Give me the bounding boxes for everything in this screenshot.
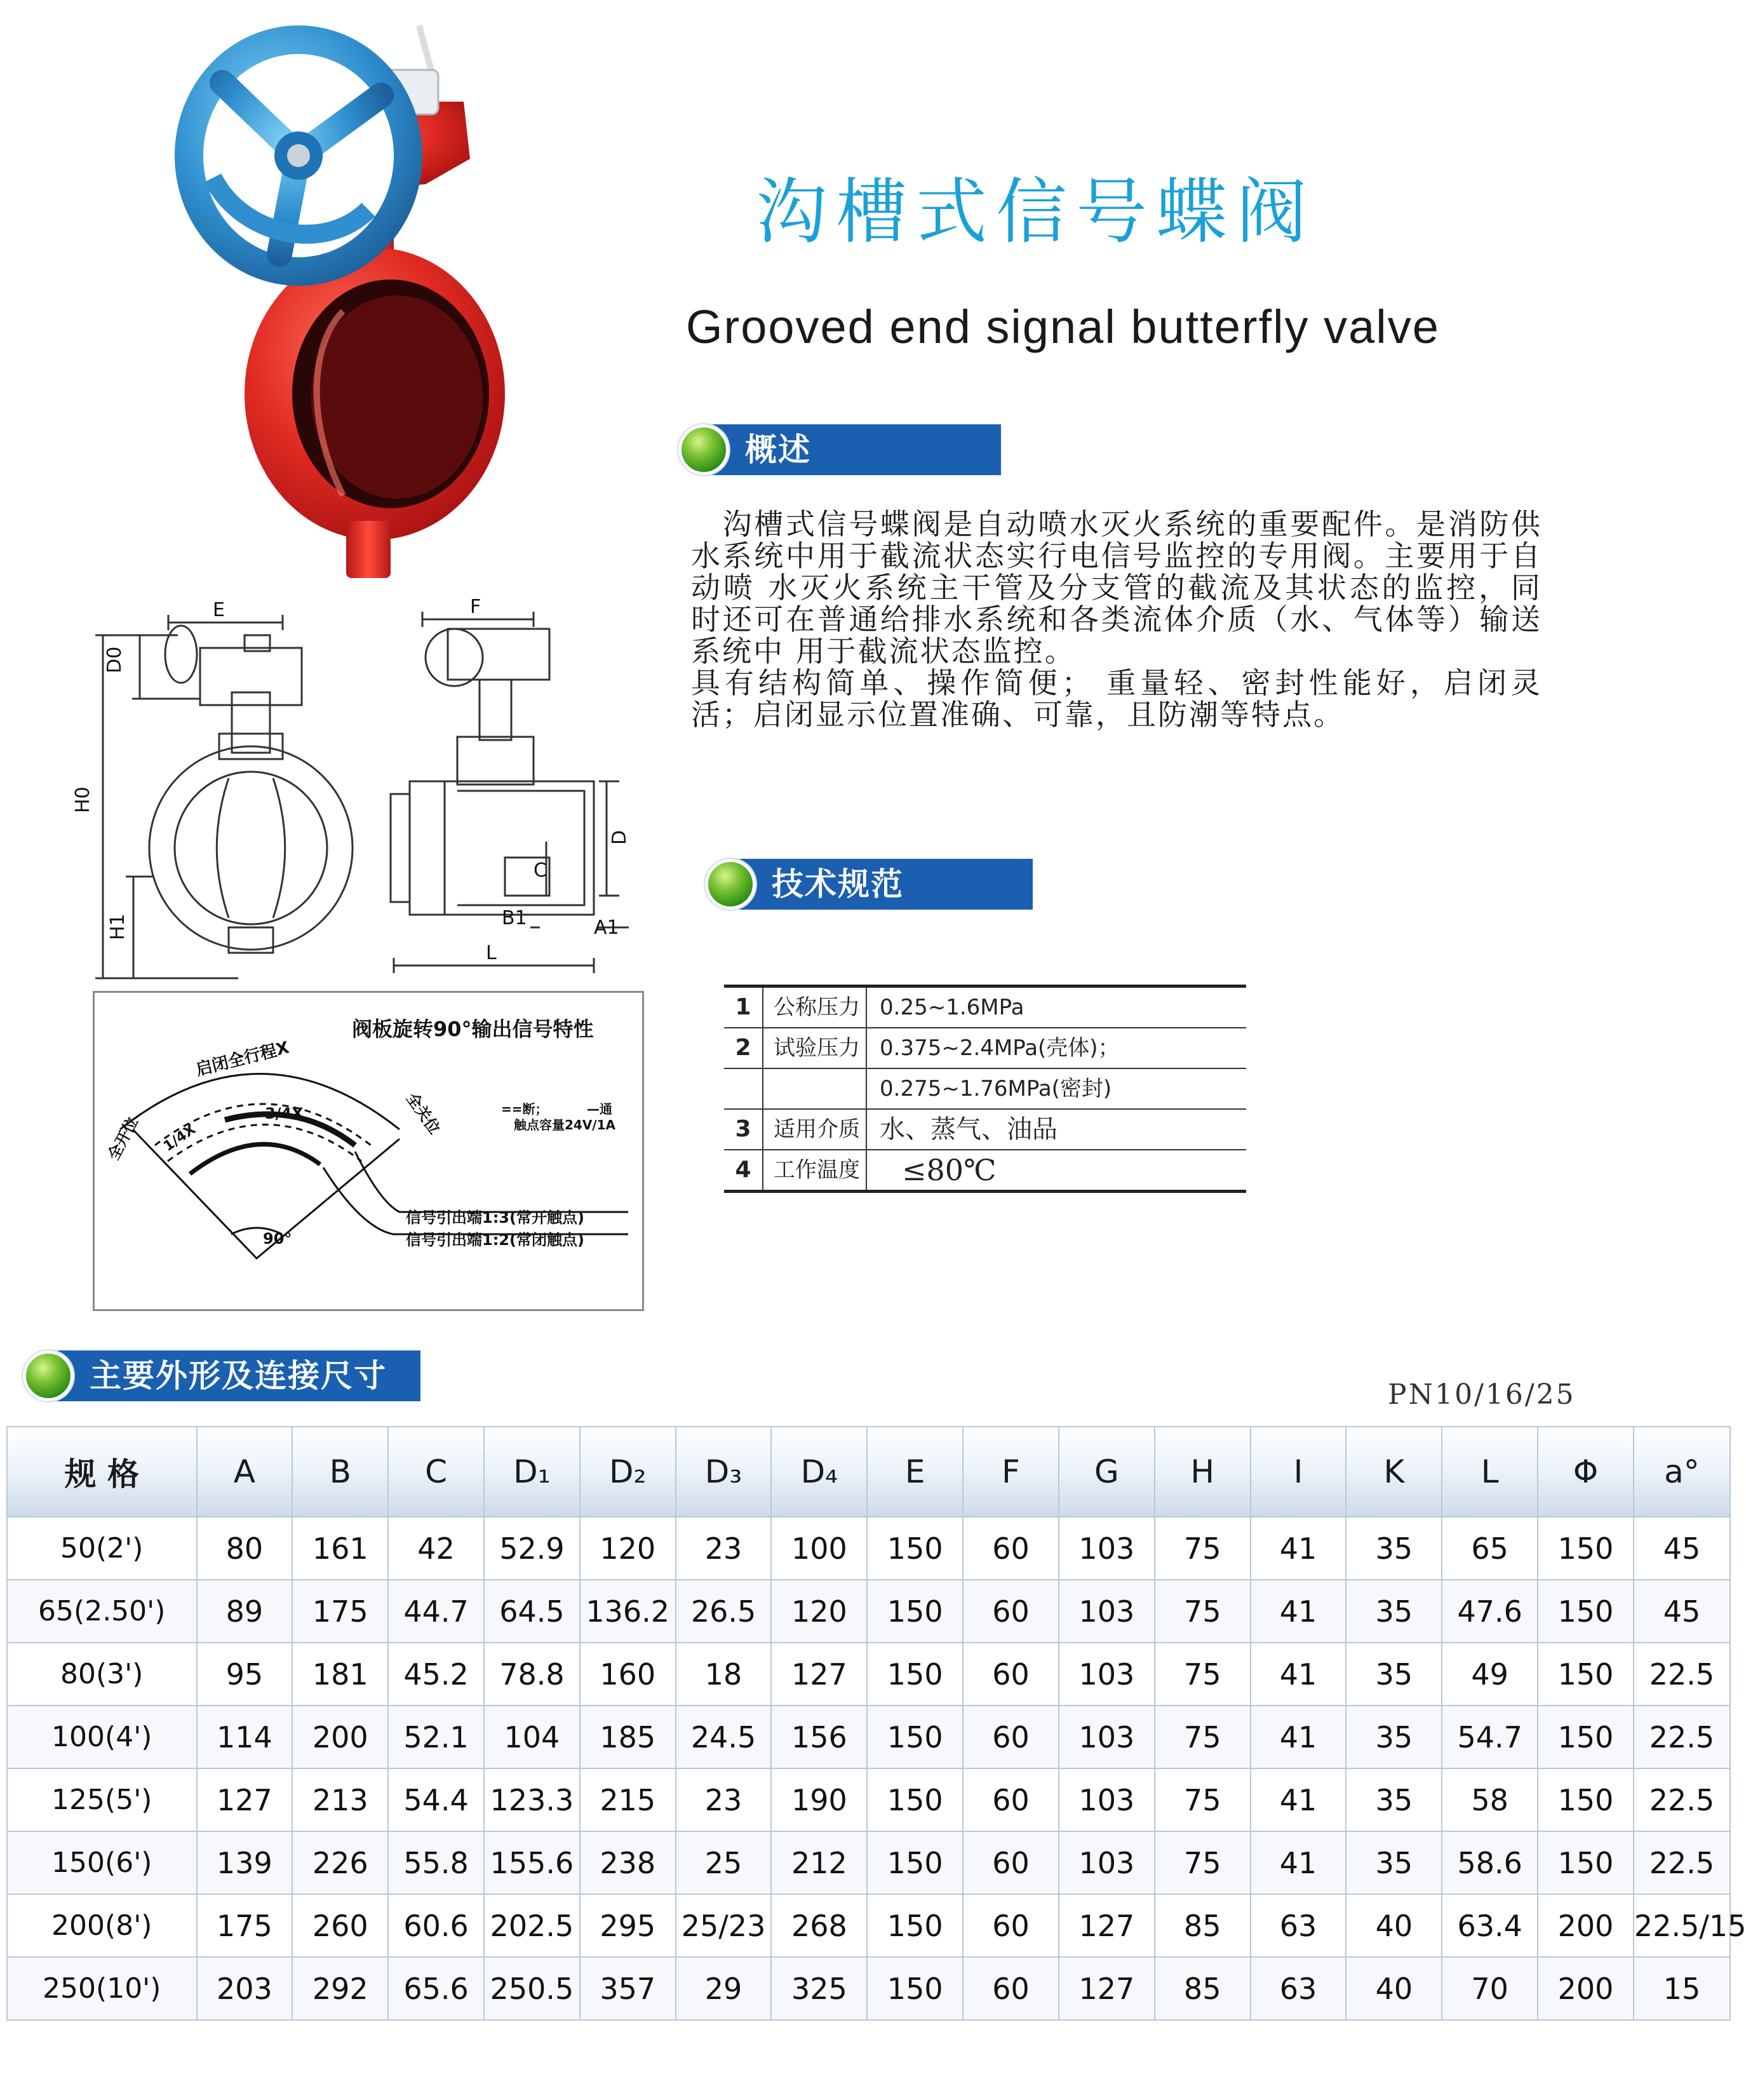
table-cell: 150 bbox=[1538, 1706, 1634, 1768]
table-cell: 41 bbox=[1251, 1643, 1346, 1706]
table-cell: 123.3 bbox=[484, 1768, 580, 1831]
table-cell: 150 bbox=[1538, 1768, 1634, 1831]
section-header-overview bbox=[678, 424, 1001, 475]
table-cell: 41 bbox=[1251, 1517, 1346, 1580]
drawing-label-h0: H0 bbox=[72, 786, 94, 813]
table-cell: 18 bbox=[676, 1643, 772, 1706]
table-cell: 150 bbox=[867, 1706, 963, 1768]
drawing-label-d0: D0 bbox=[104, 646, 126, 673]
spec-row bbox=[724, 1150, 1246, 1190]
table-header-row bbox=[7, 1427, 1730, 1517]
column-header: B bbox=[292, 1427, 388, 1517]
table-cell: 60 bbox=[963, 1894, 1059, 1957]
table-cell: 200(8') bbox=[7, 1894, 197, 1957]
table-cell: 238 bbox=[580, 1831, 676, 1894]
table-cell: 63 bbox=[1251, 1957, 1346, 2020]
spec-num: 3 bbox=[724, 1110, 763, 1149]
table-cell: 58.6 bbox=[1442, 1831, 1538, 1894]
table-cell: 226 bbox=[292, 1831, 388, 1894]
table-row bbox=[7, 1517, 1730, 1580]
table-cell: 160 bbox=[580, 1643, 676, 1706]
table-cell: 85 bbox=[1155, 1894, 1251, 1957]
spec-name: 公称压力 bbox=[762, 988, 867, 1027]
column-header: L bbox=[1442, 1427, 1538, 1517]
spec-num bbox=[724, 1069, 763, 1108]
table-cell: 100 bbox=[771, 1517, 867, 1580]
table-row bbox=[7, 1768, 1730, 1831]
spec-value: ≤80℃ bbox=[902, 1153, 997, 1187]
spec-name bbox=[762, 1069, 867, 1108]
table-cell: 75 bbox=[1155, 1517, 1251, 1580]
table-cell: 100(4') bbox=[7, 1706, 197, 1768]
engineering-drawing bbox=[64, 597, 654, 991]
table-cell: 75 bbox=[1155, 1706, 1251, 1768]
table-cell: 23 bbox=[676, 1517, 772, 1580]
spec-row bbox=[724, 1110, 1246, 1150]
table-cell: 103 bbox=[1059, 1706, 1155, 1768]
table-cell: 70 bbox=[1442, 1957, 1538, 2020]
table-cell: 60 bbox=[963, 1706, 1059, 1768]
table-cell: 104 bbox=[484, 1706, 580, 1768]
drawing-label-d: D bbox=[608, 830, 631, 845]
signal-legend-off: ==断； bbox=[501, 1101, 548, 1117]
table-cell: 23 bbox=[676, 1768, 772, 1831]
table-cell: 25/23 bbox=[676, 1894, 772, 1957]
table-cell: 64.5 bbox=[484, 1580, 580, 1643]
spec-value: 0.275~1.76MPa(密封) bbox=[880, 1076, 1112, 1101]
column-header: F bbox=[963, 1427, 1059, 1517]
table-cell: 22.5 bbox=[1634, 1643, 1730, 1706]
table-cell: 200 bbox=[1538, 1957, 1634, 2020]
table-cell: 268 bbox=[771, 1894, 867, 1957]
spec-value: 0.25~1.6MPa bbox=[880, 995, 1024, 1020]
table-cell: 80(3') bbox=[7, 1643, 197, 1706]
table-cell: 250.5 bbox=[484, 1957, 580, 2020]
table-cell: 212 bbox=[771, 1831, 867, 1894]
pressure-rating: PN10/16/25 bbox=[1388, 1378, 1576, 1411]
table-cell: 114 bbox=[197, 1706, 293, 1768]
column-header: C bbox=[388, 1427, 484, 1517]
table-cell: 200 bbox=[1538, 1894, 1634, 1957]
table-cell: 150 bbox=[867, 1768, 963, 1831]
table-cell: 35 bbox=[1346, 1706, 1442, 1768]
spec-row bbox=[724, 1069, 1246, 1110]
table-cell: 150 bbox=[1538, 1643, 1634, 1706]
signal-contact-capacity: 触点容量24V/1A bbox=[514, 1117, 616, 1133]
table-cell: 150 bbox=[1538, 1517, 1634, 1580]
section-header-tech bbox=[705, 859, 1033, 910]
column-header: A bbox=[197, 1427, 293, 1517]
table-cell: 95 bbox=[197, 1643, 293, 1706]
table-cell: 150(6') bbox=[7, 1831, 197, 1894]
drawing-label-a1: A1 bbox=[594, 917, 619, 939]
drawing-label-e: E bbox=[213, 599, 225, 621]
table-cell: 260 bbox=[292, 1894, 388, 1957]
table-cell: 54.7 bbox=[1442, 1706, 1538, 1768]
signal-travel-label: 启闭全行程X bbox=[194, 1038, 292, 1080]
table-cell: 35 bbox=[1346, 1831, 1442, 1894]
table-cell: 41 bbox=[1251, 1706, 1346, 1768]
column-header: a° bbox=[1634, 1427, 1730, 1517]
table-cell: 185 bbox=[580, 1706, 676, 1768]
table-cell: 41 bbox=[1251, 1768, 1346, 1831]
signal-terminal-no: 信号引出端1:3(常开触点) bbox=[406, 1209, 584, 1227]
signal-quarter: 1/4X bbox=[161, 1121, 199, 1155]
column-header: G bbox=[1059, 1427, 1155, 1517]
section-header-dimensions bbox=[23, 1350, 420, 1401]
spec-name: 工作温度 bbox=[762, 1150, 867, 1190]
table-cell: 24.5 bbox=[676, 1706, 772, 1768]
spec-num: 4 bbox=[724, 1150, 763, 1190]
table-cell: 22.5 bbox=[1634, 1706, 1730, 1768]
column-header: K bbox=[1346, 1427, 1442, 1517]
table-cell: 203 bbox=[197, 1957, 293, 2020]
table-row bbox=[7, 1894, 1730, 1957]
table-cell: 155.6 bbox=[484, 1831, 580, 1894]
section-title-dimensions: 主要外形及连接尺寸 bbox=[90, 1357, 387, 1394]
table-cell: 58 bbox=[1442, 1768, 1538, 1831]
table-cell: 54.4 bbox=[388, 1768, 484, 1831]
table-cell: 63 bbox=[1251, 1894, 1346, 1957]
table-cell: 60 bbox=[963, 1831, 1059, 1894]
signal-three-quarter: 3/4X bbox=[265, 1105, 304, 1122]
column-header: E bbox=[867, 1427, 963, 1517]
table-cell: 35 bbox=[1346, 1580, 1442, 1643]
table-cell: 213 bbox=[292, 1768, 388, 1831]
table-cell: 127 bbox=[197, 1768, 293, 1831]
table-cell: 357 bbox=[580, 1957, 676, 2020]
table-cell: 125(5') bbox=[7, 1768, 197, 1831]
green-ball-icon bbox=[678, 424, 729, 475]
table-cell: 60 bbox=[963, 1517, 1059, 1580]
table-cell: 120 bbox=[771, 1580, 867, 1643]
table-cell: 40 bbox=[1346, 1957, 1442, 2020]
table-cell: 35 bbox=[1346, 1768, 1442, 1831]
table-cell: 202.5 bbox=[484, 1894, 580, 1957]
table-cell: 150 bbox=[867, 1517, 963, 1580]
table-cell: 175 bbox=[197, 1894, 293, 1957]
valve-photo bbox=[152, 13, 495, 584]
column-header: D₁ bbox=[484, 1427, 580, 1517]
table-row bbox=[7, 1831, 1730, 1894]
column-header: D₂ bbox=[580, 1427, 676, 1517]
table-cell: 85 bbox=[1155, 1957, 1251, 2020]
table-cell: 60 bbox=[963, 1580, 1059, 1643]
table-cell: 65.6 bbox=[388, 1957, 484, 2020]
table-cell: 52.9 bbox=[484, 1517, 580, 1580]
table-row bbox=[7, 1580, 1730, 1643]
column-header: I bbox=[1251, 1427, 1346, 1517]
table-cell: 103 bbox=[1059, 1831, 1155, 1894]
drawing-label-c: C bbox=[534, 859, 547, 882]
spec-num: 1 bbox=[724, 988, 763, 1027]
drawing-label-l: L bbox=[486, 942, 497, 964]
table-cell: 35 bbox=[1346, 1517, 1442, 1580]
table-cell: 181 bbox=[292, 1643, 388, 1706]
signal-angle: 90° bbox=[263, 1230, 292, 1248]
table-cell: 78.8 bbox=[484, 1643, 580, 1706]
table-cell: 103 bbox=[1059, 1517, 1155, 1580]
description-paragraph-1: 沟槽式信号蝶阀是自动喷水灭火系统的重要配件。是消防供水系统中用于截流状态实行电信号监控的专用阀。主要用于自动喷 水灭火系统主干管及分支管的截流及其状态的监控，同时还可在普通给排水系统和各类流体介质（水、气体等）输送系统中 用于截流状态监控。 bbox=[691, 507, 1542, 668]
table-cell: 75 bbox=[1155, 1831, 1251, 1894]
page-title-en: Grooved end signal butterfly valve bbox=[686, 300, 1440, 353]
spec-value: 0.375~2.4MPa(壳体)； bbox=[880, 1035, 1120, 1061]
table-cell: 120 bbox=[580, 1517, 676, 1580]
table-cell: 42 bbox=[388, 1517, 484, 1580]
table-cell: 150 bbox=[1538, 1580, 1634, 1643]
table-row bbox=[7, 1706, 1730, 1768]
table-cell: 63.4 bbox=[1442, 1894, 1538, 1957]
table-cell: 103 bbox=[1059, 1643, 1155, 1706]
table-cell: 75 bbox=[1155, 1580, 1251, 1643]
drawing-label-h1: H1 bbox=[107, 913, 129, 940]
column-header: D₃ bbox=[676, 1427, 772, 1517]
table-cell: 127 bbox=[1059, 1894, 1155, 1957]
table-cell: 139 bbox=[197, 1831, 293, 1894]
drawing-label-f: F bbox=[470, 596, 481, 618]
table-cell: 40 bbox=[1346, 1894, 1442, 1957]
table-cell: 49 bbox=[1442, 1643, 1538, 1706]
table-cell: 295 bbox=[580, 1894, 676, 1957]
section-title-tech: 技术规范 bbox=[772, 866, 904, 903]
table-cell: 55.8 bbox=[388, 1831, 484, 1894]
table-cell: 29 bbox=[676, 1957, 772, 2020]
description-paragraph-2: 具有结构简单、操作简便； 重量轻、密封性能好，启闭灵活；启闭显示位置准确、可靠，且防潮等特点。 bbox=[691, 666, 1542, 732]
table-cell: 44.7 bbox=[388, 1580, 484, 1643]
column-header: D₄ bbox=[771, 1427, 867, 1517]
table-cell: 75 bbox=[1155, 1643, 1251, 1706]
column-header: 规 格 bbox=[7, 1427, 197, 1517]
spec-row bbox=[724, 1028, 1246, 1069]
table-row bbox=[7, 1643, 1730, 1706]
table-cell: 80 bbox=[197, 1517, 293, 1580]
page-title-cn: 沟槽式信号蝶阀 bbox=[756, 171, 1316, 253]
table-cell: 26.5 bbox=[676, 1580, 772, 1643]
table-cell: 156 bbox=[771, 1706, 867, 1768]
signal-diagram bbox=[93, 991, 644, 1311]
table-cell: 65(2.50') bbox=[7, 1580, 197, 1643]
table-cell: 60 bbox=[963, 1957, 1059, 2020]
table-cell: 45 bbox=[1634, 1517, 1730, 1580]
table-cell: 89 bbox=[197, 1580, 293, 1643]
table-cell: 103 bbox=[1059, 1768, 1155, 1831]
table-cell: 150 bbox=[867, 1831, 963, 1894]
spec-row bbox=[724, 988, 1246, 1028]
spec-table bbox=[724, 985, 1246, 1193]
signal-legend-on: —通 bbox=[587, 1101, 612, 1117]
table-cell: 175 bbox=[292, 1580, 388, 1643]
table-cell: 22.5/15 bbox=[1634, 1894, 1730, 1957]
table-cell: 35 bbox=[1346, 1643, 1442, 1706]
spec-num: 2 bbox=[724, 1028, 763, 1068]
section-title-overview: 概述 bbox=[745, 431, 811, 468]
table-cell: 127 bbox=[1059, 1957, 1155, 2020]
table-cell: 325 bbox=[771, 1957, 867, 2020]
table-cell: 190 bbox=[771, 1768, 867, 1831]
table-cell: 60.6 bbox=[388, 1894, 484, 1957]
description bbox=[691, 508, 1542, 730]
table-cell: 65 bbox=[1442, 1517, 1538, 1580]
spec-value: 水、蒸气、油品 bbox=[880, 1115, 1058, 1144]
table-cell: 41 bbox=[1251, 1831, 1346, 1894]
table-cell: 215 bbox=[580, 1768, 676, 1831]
table-cell: 250(10') bbox=[7, 1957, 197, 2020]
table-cell: 22.5 bbox=[1634, 1831, 1730, 1894]
table-cell: 75 bbox=[1155, 1768, 1251, 1831]
table-cell: 41 bbox=[1251, 1580, 1346, 1643]
signal-full-open: 全开位 bbox=[104, 1114, 142, 1163]
table-cell: 150 bbox=[867, 1580, 963, 1643]
table-cell: 45 bbox=[1634, 1580, 1730, 1643]
table-cell: 200 bbox=[292, 1706, 388, 1768]
table-cell: 161 bbox=[292, 1517, 388, 1580]
table-cell: 15 bbox=[1634, 1957, 1730, 2020]
table-cell: 150 bbox=[867, 1894, 963, 1957]
signal-terminal-nc: 信号引出端1:2(常闭触点) bbox=[406, 1231, 584, 1249]
table-cell: 103 bbox=[1059, 1580, 1155, 1643]
signal-full-close: 全关位 bbox=[403, 1089, 444, 1138]
table-cell: 22.5 bbox=[1634, 1768, 1730, 1831]
column-header: H bbox=[1155, 1427, 1251, 1517]
table-row bbox=[7, 1957, 1730, 2020]
table-cell: 60 bbox=[963, 1768, 1059, 1831]
column-header: Φ bbox=[1538, 1427, 1634, 1517]
table-cell: 292 bbox=[292, 1957, 388, 2020]
table-cell: 150 bbox=[1538, 1831, 1634, 1894]
table-cell: 25 bbox=[676, 1831, 772, 1894]
table-cell: 45.2 bbox=[388, 1643, 484, 1706]
table-cell: 50(2') bbox=[7, 1517, 197, 1580]
green-ball-icon bbox=[705, 859, 756, 910]
signal-title: 阀板旋转90°输出信号特性 bbox=[352, 1017, 594, 1041]
table-cell: 150 bbox=[867, 1957, 963, 2020]
dimensions-table bbox=[6, 1426, 1746, 2021]
table-cell: 127 bbox=[771, 1643, 867, 1706]
table-cell: 47.6 bbox=[1442, 1580, 1538, 1643]
green-ball-icon bbox=[23, 1350, 74, 1401]
table-cell: 60 bbox=[963, 1643, 1059, 1706]
drawing-label-b1: B1 bbox=[502, 907, 527, 929]
table-cell: 136.2 bbox=[580, 1580, 676, 1643]
spec-name: 适用介质 bbox=[762, 1110, 867, 1149]
spec-name: 试验压力 bbox=[762, 1028, 867, 1068]
table-cell: 150 bbox=[867, 1643, 963, 1706]
table-cell: 52.1 bbox=[388, 1706, 484, 1768]
